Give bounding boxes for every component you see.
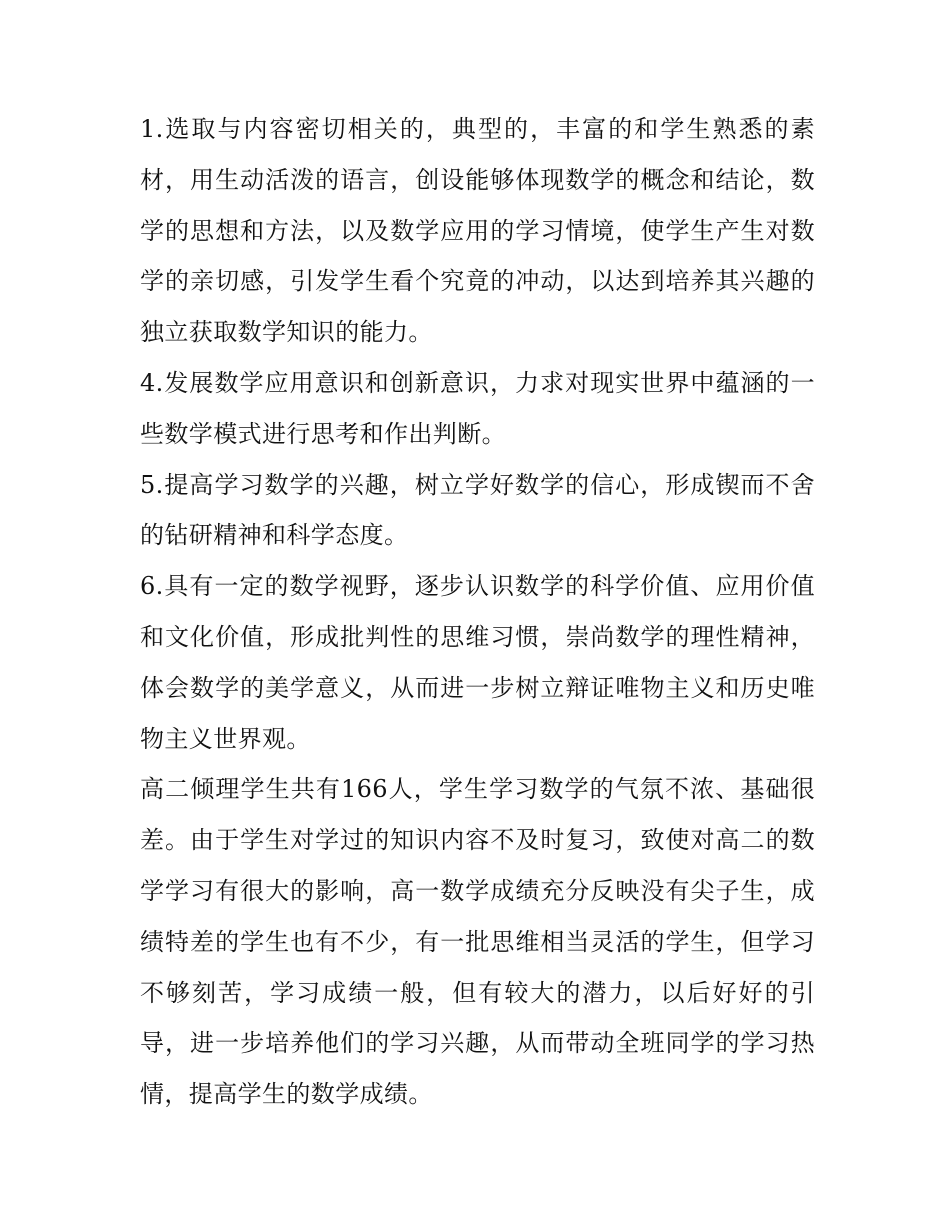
paragraph-class-analysis: 高二倾理学生共有166人，学生学习数学的气氛不浓、基础很差。由于学生对学过的知识内容不及时复习，致使对高二的数学学习有很大的影响，高一数学成绩充分反映没有尖子生，成绩特差的学生也有不少，有一批思维相当灵活的学生，但学习不够刻苦，学习成绩一般，但有较大的潜力，以后好好的引导，进一步培养他们的学习兴趣，从而带动全班同学的学习热情，提高学生的数学成绩。 [140,775,815,1109]
paragraph-item-1: 1.选取与内容密切相关的，典型的，丰富的和学生熟悉的素材，用生动活泼的语言，创设能够体现数学的概念和结论，数学的思想和方法，以及数学应用的学习情境，使学生产生对数学的亲切感，引发学生看个究竟的冲动，以达到培养其兴趣的独立获取数学知识的能力。 [140,115,815,347]
paragraph-item-4: 4.发展数学应用意识和创新意识，力求对现实世界中蕴涵的一些数学模式进行思考和作出判断。 [140,368,815,448]
paragraph-item-6: 6.具有一定的数学视野，逐步认识数学的科学价值、应用价值和文化价值，形成批判性的思维习惯，崇尚数学的理性精神，体会数学的美学意义，从而进一步树立辩证唯物主义和历史唯物主义世界观。 [140,572,815,753]
document-body [140,104,815,1120]
paragraph-item-5: 5.提高学习数学的兴趣，树立学好数学的信心，形成锲而不舍的钻研精神和科学态度。 [140,470,815,550]
